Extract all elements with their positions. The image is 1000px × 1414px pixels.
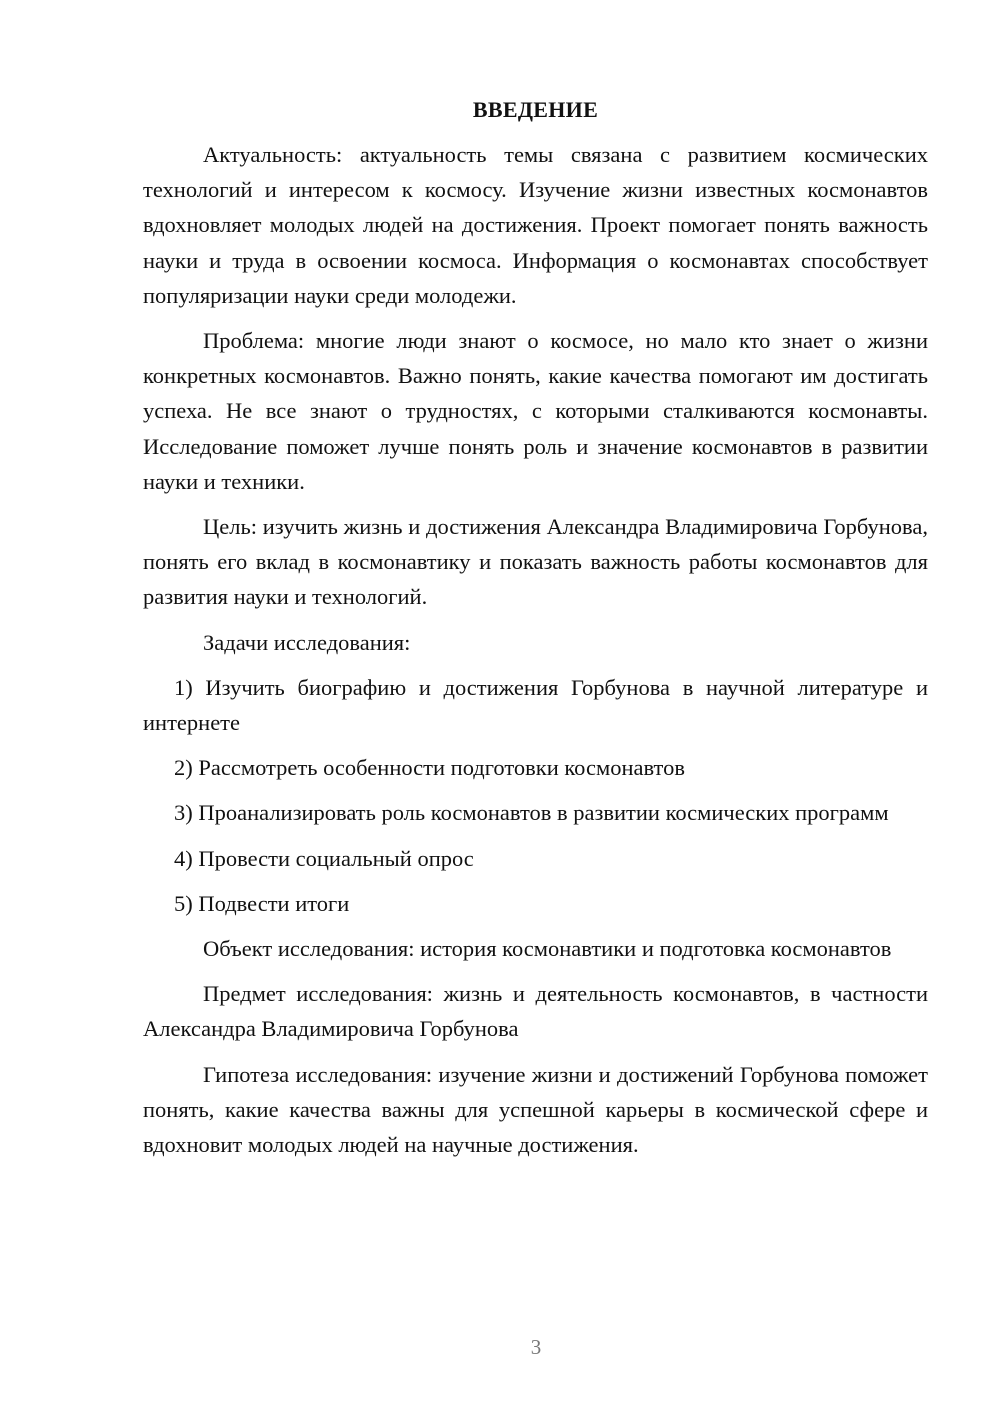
task-item-2: 2) Рассмотреть особенности подготовки космонавтов <box>174 755 685 781</box>
tasks-heading: Задачи исследования: <box>203 629 411 655</box>
paragraph-relevance: Актуальность: актуальность темы связана с развитием космических технологий и интересом к космосу. Изучение жизни известных космонавтов вдохновляет молодых людей на достижения. Проект помогает понять важность науки и труда в освоении космоса. Информация о космонавтах способствует популяризации науки среди молодежи. <box>143 142 928 308</box>
paragraph-goal: Цель: изучить жизнь и достижения Александра Владимировича Горбунова, понять его вклад в космонавтику и показать важность работы космонавтов для развития науки и технологий. <box>143 514 928 610</box>
section-title: ВВЕДЕНИЕ <box>472 97 599 122</box>
task-item-4: 4) Провести социальный опрос <box>174 845 474 871</box>
paragraph-subject: Предмет исследования: жизнь и деятельность космонавтов, в частности Александра Владимировича Горбунова <box>143 981 928 1042</box>
task-item-5: 5) Подвести итоги <box>174 890 350 916</box>
paragraph-hypothesis: Гипотеза исследования: изучение жизни и достижений Горбунова поможет понять, какие качества важны для успешной карьеры в космической сфере и вдохновит молодых людей на научные достижения. <box>143 1061 928 1158</box>
task-item-1: 1) Изучить биографию и достижения Горбунова в научной литературе и интернете <box>143 674 928 736</box>
paragraph-object: Объект исследования: история космонавтики и подготовка космонавтов <box>203 936 892 962</box>
task-item-3: 3) Проанализировать роль космонавтов в развитии космических программ <box>174 800 889 826</box>
page-content <box>143 95 928 1172</box>
paragraph-problem: Проблема: многие люди знают о космосе, но мало кто знает о жизни конкретных космонавтов. Важно понять, какие качества помогают им достигать успеха. Не все знают о трудностях, с которыми сталкиваются космонавты. Исследование поможет лучше понять роль и значение космонавтов в развитии науки и техники. <box>143 328 928 494</box>
page-number: 3 <box>530 1335 542 1359</box>
